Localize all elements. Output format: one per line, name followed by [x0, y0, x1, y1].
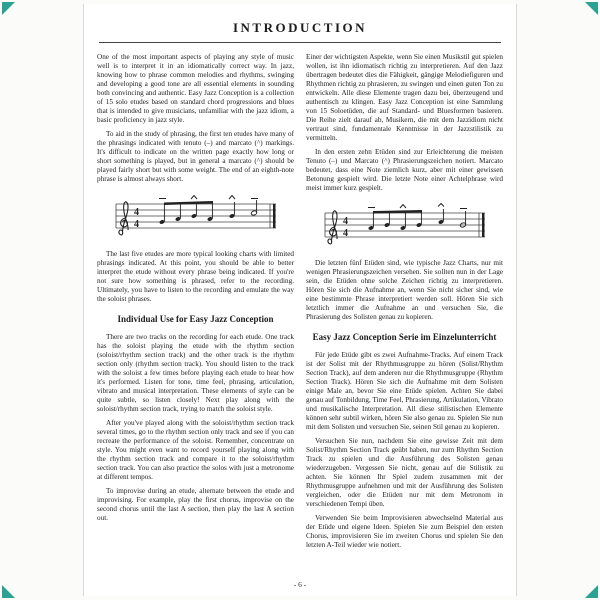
- right-column-german: [306, 53, 503, 555]
- left-column-english: [97, 53, 294, 555]
- music-notation-example-right: [319, 203, 491, 249]
- music-notation-example-left: [110, 194, 282, 240]
- two-column-layout: [97, 53, 503, 555]
- corner-mark-top-left-icon: [2, 2, 15, 15]
- corner-mark-bottom-left-icon: [2, 585, 15, 598]
- page-title: INTRODUCTION: [232, 20, 367, 35]
- paragraph: Verwenden Sie beim Improvisieren abwechselnd Material aus der Etüde und eigene Ideen. Spielen Sie zum Beispiel den ersten Chorus, improvisieren Sie im zweiten Chorus und spielen Sie den letzten A-Teil wieder wie notiert.: [306, 514, 503, 549]
- svg-text:4: 4: [342, 216, 348, 227]
- music-staff-svg-left: [110, 194, 282, 240]
- paragraph: There are two tracks on the recording for each etude. One track has the soloist playing the etude with the rhythm section (soloist/rhythm section track) and the other track is the rhythm section only (rhythm section track). You should listen to the track with the soloist a few times before playing each etude to hear how it's performed. Listen for tone, time feel, phrasing, articulation, vibrato and musical interpretation. These elements of style can be quite subtle, so listen closely! Next play along with the soloist/rhythm section track, trying to match the soloist style.: [97, 333, 294, 413]
- paragraph: In den ersten zehn Etüden sind zur Erleichterung die meisten Tenuto (–) und Marcato (^) Phrasierungszeichen notiert. Marcato bedeutet, dass eine Note ziemlich kurz, aber mit einer gewissen Betonung gespielt wird. Die letzte Note einer Achtelphrase wird meist immer kurz gespielt.: [306, 148, 503, 192]
- book-page: [83, 4, 517, 596]
- paragraph: Für jede Etüde gibt es zwei Aufnahme-Tracks. Auf einem Track ist der Solist mit der Rhythmusgruppe zu hören (Solist/Rhythm Section Track), auf dem anderen nur die Rhythmusgruppe (Rhythm Section Track). Hören Sie sich die Aufnahme mit dem Solisten einige Male an, bevor Sie eine Etüde spielen. Achten Sie dabei genau auf Tonbildung, Time Feel, Phrasierung, Artikulation, Vibrato und musikalische Interpretation. All diese stilistischen Elemente können sehr subtil wirken, hören Sie also genau zu. Spielen Sie nun mit dem Solisten und versuchen Sie, seinen Stil genau zu kopieren.: [306, 351, 503, 431]
- paragraph: To aid in the study of phrasing, the first ten etudes have many of the phrasings indicated with tenuto (–) and marcato (^) markings. It's difficult to indicate on the written page exactly how long or short something is played, but in general a marcato (^) should be played fairly short but with some weight. The end of an eighth-note phrase is almost always short.: [97, 130, 294, 183]
- paragraph: One of the most important aspects of playing any style of music well is to interpret it in an idiomatically correct way. In jazz, knowing how to phrase common melodies and rhythms, swinging and developing a good tone are all essential elements in sounding both convincing and authentic. Easy Jazz Conception is a collection of 15 solo etudes based on standard chord progressions and blues that is intended to give musicians, unfamiliar with the jazz idiom, a basic proficiency in jazz style.: [97, 53, 294, 124]
- corner-mark-top-right-icon: [585, 2, 598, 15]
- page-number: - 6 -: [293, 580, 307, 589]
- paragraph: To improvise during an etude, alternate between the etude and improvising. For example, play the first chorus, improvise on the second chorus until the last A section, then play the last A section out.: [97, 487, 294, 522]
- paragraph: Die letzten fünf Etüden sind, wie typische Jazz Charts, nur mit wenigen Phrasierungszeichen versehen. Sie sollten nun in der Lage sein, die Etüden ohne solche Zeichen richtig zu interpretieren. Hören Sie sich die Aufnahme an, wenn Sie nicht sicher sind, wie eine bestimmte Phrase interpretiert werden soll. Hören Sie sich letztlich immer die Aufnahme an und versuchen Sie, die Phrasierung des Solisten genau zu kopieren.: [306, 259, 503, 321]
- section-heading-german: Easy Jazz Conception Serie im Einzelunterricht: [312, 332, 497, 342]
- section-heading-english: Individual Use for Easy Jazz Conception: [117, 314, 274, 324]
- paragraph: The last five etudes are more typical looking charts with limited phrasings indicated. At this point, you should be able to better interpret the etude without every phrase being indicated. If you're not sure how something is phrased, refer to the recording. Ultimately, you have to listen to the recording and emulate the way the soloist phrases.: [97, 250, 294, 303]
- music-staff-svg-right: [319, 203, 491, 249]
- svg-text:4: 4: [133, 207, 139, 218]
- title-rule: [99, 42, 501, 43]
- paragraph: Einer der wichtigsten Aspekte, wenn Sie einen Musikstil gut spielen wollen, ist ihn idiomatisch richtig zu interpretieren. Auf den Jazz übertragen bedeutet dies die Fähigkeit, gängige Melodiefiguren und Rhythmen richtig zu phrasieren, zu swingen und einen guten Ton zu entwickeln. Alle diese Elemente tragen dazu bei, überzeugend und authentisch zu klingen. Easy Jazz Conception ist eine Sammlung von 15 Soloetüden, die auf Standard- und Bluesformen basieren. Die Reihe zielt darauf ab, Musikern, die mit dem Jazzidiom nicht vertraut sind, fundamentale Kenntnisse in der Jazzstilistik zu vermitteln.: [306, 53, 503, 142]
- paragraph: Versuchen Sie nun, nachdem Sie eine gewisse Zeit mit dem Solist/Rhythm Section Track geübt haben, nur zum Rhythm Section Track zu spielen und die Ausführung des Solisten genau wiederzugeben. Vergessen Sie nicht, genau auf die Stilistik zu achten. Sie können Ihr Spiel zudem zusammen mit der Rhythmusgruppe aufnehmen und mit der Ausführung des Solisten vergleichen, oder die Etüden nur mit dem Metronom in verschiedenen Tempi üben.: [306, 437, 503, 508]
- svg-text:4: 4: [342, 228, 348, 239]
- corner-mark-bottom-right-icon: [585, 585, 598, 598]
- svg-text:4: 4: [133, 219, 139, 230]
- paragraph: After you've played along with the soloist/rhythm section track several times, go to the rhythm section only track and see if you can recreate the performance of the soloist. Remember, concentrate on style. You might even want to record yourself playing along with the rhythm section track and compare it to the soloist/rhythm section track. You can also practice the solos with just a metronome at different tempos.: [97, 419, 294, 481]
